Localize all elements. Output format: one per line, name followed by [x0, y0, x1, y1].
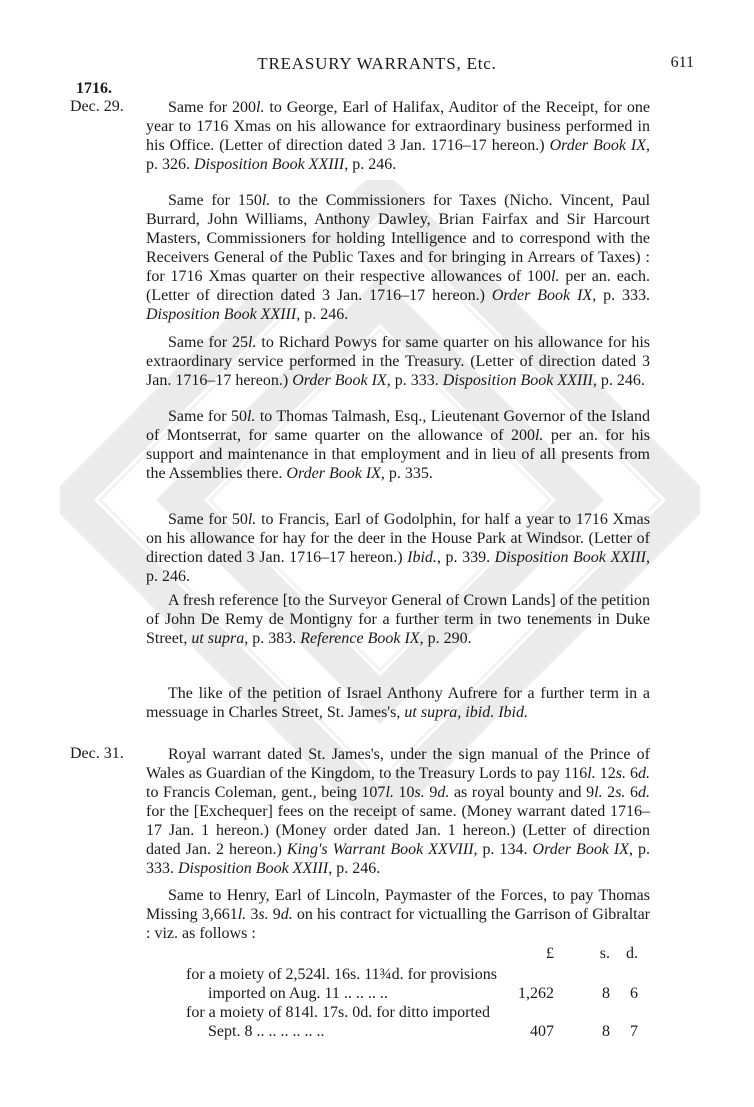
entry-text: per an. each. (Letter of direction dated 3 Jan. 1716–17 hereon.)	[146, 268, 650, 304]
money-row	[146, 965, 650, 1003]
header-shillings: s.	[599, 945, 610, 962]
entry-text: Same for 25	[168, 334, 249, 351]
entry-talmash	[146, 407, 650, 483]
money-table	[146, 944, 650, 1041]
entry-powys	[146, 333, 650, 390]
header-pence: d.	[626, 945, 638, 962]
entry-italic-text: s.	[615, 784, 626, 801]
entry-italic-text: King's Warrant Book XXVIII	[286, 841, 474, 858]
entry-italic-text: l.	[256, 99, 265, 116]
entry-italic-text: Order Book IX	[491, 287, 593, 304]
money-row-line2: Sept. 8 .. .. .. .. .. ..	[208, 1023, 325, 1040]
entry-text: to Thomas Talmash, Esq., Lieutenant Governor of the Island of Montserrat, for same quarter on the allowance of 200	[146, 408, 651, 444]
entry-text: to Richard Powys for same quarter on his allowance for his extraordinary service performed in the Treasury. (Letter of direction dated 3 Jan. 1716–17 hereon.)	[146, 334, 650, 389]
entry-text: , p. 333.	[386, 372, 443, 389]
entry-italic-text: Order Book IX	[532, 841, 630, 858]
entry-text: for the [Exchequer] fees on the receipt of same. (Money warrant dated 1716–17 Jan. 1 hereon.) (Money order dated Jan. 1 hereon.) (Letter of direction dated Jan. 2 hereon.)	[146, 803, 650, 858]
entry-text: , p. 383.	[244, 630, 301, 647]
entry-italic-text: l.	[261, 192, 271, 209]
entry-de-montigny	[146, 591, 650, 648]
money-row	[146, 1003, 650, 1041]
year-label: 1716.	[76, 80, 112, 97]
entry-aufrere	[146, 684, 650, 722]
entry-text: , p. 246.	[296, 306, 349, 323]
entry-italic-text: Disposition Book XXIII	[194, 156, 345, 173]
entry-italic-text: Reference Book IX	[300, 630, 420, 647]
entry-text: on his contract for victualling the Garrison of Gibraltar : viz. as follows :	[146, 906, 651, 942]
entry-text: 12	[595, 765, 616, 782]
entry-text: , p. 333.	[592, 287, 651, 304]
money-row-pence: 6	[630, 985, 638, 1002]
entry-italic-text: d.	[638, 784, 651, 801]
entry-italic-text: Disposition Book XXIII	[178, 860, 329, 877]
entry-italic-text: l.	[551, 268, 560, 285]
money-row-description	[186, 1003, 538, 1041]
entry-text: 2	[602, 784, 616, 801]
money-row-line2: imported on Aug. 11 .. .. .. ..	[208, 985, 388, 1002]
entry-italic-text: ut supra, ibid. Ibid.	[404, 704, 528, 721]
entry-text: to Francis Coleman, gent., being 107	[146, 784, 386, 801]
entry-commissioners-taxes	[146, 191, 650, 324]
entry-italic-text: l.	[248, 334, 257, 351]
entry-italic-text: s.	[258, 906, 269, 923]
entry-text: per an. for his support and maintenance in that employment and in lieu of all presents from the Assemblies there.	[146, 427, 651, 482]
entry-text: , p. 339.	[436, 549, 495, 566]
entry-italic-text: Order Book IX	[292, 372, 387, 389]
money-row-pounds: 407	[530, 1023, 554, 1040]
entry-royal-warrant-coleman	[146, 745, 650, 878]
entry-italic-text: s.	[615, 765, 626, 782]
entry-text: , p. 246.	[592, 372, 645, 389]
entry-italic-text: d.	[638, 765, 651, 782]
entry-text: , p. 134.	[473, 841, 533, 858]
entry-italic-text: Order Book IX	[549, 137, 647, 154]
money-row-line1: for a moiety of 2,524l. 16s. 11¾d. for provisions	[186, 966, 497, 983]
money-row-pence: 7	[630, 1023, 638, 1040]
entry-italic-text: ut supra	[191, 630, 245, 647]
entry-italic-text: l.	[237, 906, 247, 923]
entry-text: to the Commissioners for Taxes (Nicho. Vincent, Paul Burrard, John Williams, Anthony Dawley, Brian Fairfax and Sir Harcourt Masters, Commissioners for holding Intelligence and to correspond with the Receivers General of the Public Taxes and for bringing in Arrears of Taxes) : for 1716 Xmas quarter on their respective allowances of 100	[146, 192, 651, 285]
money-table-header	[146, 944, 650, 965]
entry-text: Same for 200	[168, 99, 257, 116]
entry-text: 9	[268, 906, 281, 923]
entry-italic-text: l.	[594, 784, 603, 801]
entry-text: Royal warrant dated St. James's, under the sign manual of the Prince of Wales as Guardian of the Kingdom, to the Treasury Lords to pay 116	[146, 746, 650, 782]
entry-italic-text: s.	[414, 784, 425, 801]
entry-text: 6	[626, 765, 639, 782]
page-title: TREASURY WARRANTS, Etc.	[257, 54, 497, 73]
entry-text: A fresh reference [to the Surveyor General of Crown Lands] of the petition of John De Remy de Montigny for a further term in two tenements in Duke Street,	[146, 592, 650, 647]
entry-italic-text: l.	[247, 511, 257, 528]
entry-text: as royal bounty and 9	[449, 784, 595, 801]
money-row-line1: for a moiety of 814l. 17s. 0d. for ditto imported	[186, 1004, 490, 1021]
header-pounds: £	[546, 945, 554, 962]
entry-italic-text: l.	[385, 784, 394, 801]
entry-text: 6	[625, 784, 639, 801]
entry-godolphin	[146, 510, 650, 586]
entry-text: , p. 246.	[344, 156, 397, 173]
entry-text: 9	[424, 784, 438, 801]
date-label-dec31: Dec. 31.	[70, 745, 124, 762]
money-row-description	[186, 965, 538, 1003]
entry-text: Same for 50	[168, 408, 247, 425]
entry-text: , p. 246.	[328, 860, 381, 877]
entry-text: to Francis, Earl of Godolphin, for half a year to 1716 Xmas on his allowance for hay for the deer in the House Park at Windsor. (Letter of direction dated 3 Jan. 1716–17 hereon.)	[146, 511, 651, 566]
entry-italic-text: Order Book IX	[286, 465, 381, 482]
entry-text: , p. 326.	[146, 137, 651, 173]
entry-text: 3	[246, 906, 259, 923]
entry-text: , p. 333.	[146, 841, 651, 877]
money-row-shillings: 8	[602, 1023, 610, 1040]
entry-italic-text: Disposition Book XXIII	[494, 549, 647, 566]
entry-lincoln-missing	[146, 886, 650, 943]
entry-italic-text: Disposition Book XXIII	[146, 306, 297, 323]
entry-italic-text: l.	[246, 408, 256, 425]
entry-italic-text: l.	[587, 765, 596, 782]
entry-text: 10	[393, 784, 415, 801]
page-number: 611	[670, 54, 694, 71]
entry-italic-text: l.	[534, 427, 544, 444]
entry-text: , p. 246.	[146, 549, 651, 585]
entry-italic-text: Ibid.	[407, 549, 437, 566]
entry-text: The like of the petition of Israel Anthony Aufrere for a further term in a messuage in Charles Street, St. James's,	[146, 685, 650, 721]
entry-text: to George, Earl of Halifax, Auditor of the Receipt, for one year to 1716 Xmas on his allowance for extraordinary business performed in his Office. (Letter of direction dated 3 Jan. 1716–17 hereon.)	[146, 99, 650, 154]
running-header	[60, 54, 694, 78]
entry-italic-text: Disposition Book XXIII	[442, 372, 593, 389]
entry-italic-text: d.	[280, 906, 293, 923]
entry-text: Same for 150	[168, 192, 262, 209]
entry-text: Same for 50	[168, 511, 248, 528]
entry-halifax	[146, 98, 650, 174]
entry-italic-text: d.	[437, 784, 450, 801]
entry-text: Same to Henry, Earl of Lincoln, Paymaster of the Forces, to pay Thomas Missing 3,661	[146, 887, 650, 923]
date-label-dec29: Dec. 29.	[70, 98, 124, 115]
money-row-shillings: 8	[602, 985, 610, 1002]
entry-text: , p. 290.	[419, 630, 472, 647]
money-row-pounds: 1,262	[518, 985, 554, 1002]
entry-text: , p. 335.	[380, 465, 433, 482]
